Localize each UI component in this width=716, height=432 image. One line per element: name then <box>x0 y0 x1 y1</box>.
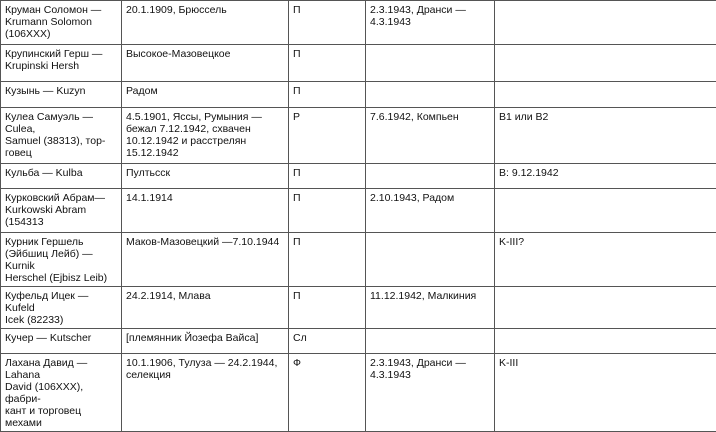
deport-cell: 2.3.1943, Дранси — 4.3.1943 <box>366 1 495 45</box>
table-row <box>1 329 716 354</box>
note-cell <box>495 329 716 354</box>
note-cell <box>495 189 716 233</box>
note-cell: В: 9.12.1942 <box>495 164 716 189</box>
table-row <box>1 1 716 45</box>
type-cell: П <box>289 82 366 108</box>
deport-cell <box>366 82 495 108</box>
birth-cell: 14.1.1914 <box>122 189 289 233</box>
type-cell: П <box>289 45 366 82</box>
deport-cell <box>366 45 495 82</box>
type-cell: Сл <box>289 329 366 354</box>
table-row <box>1 233 716 287</box>
table-row <box>1 45 716 82</box>
deport-cell: 11.12.1942, Малкиния <box>366 287 495 329</box>
deport-cell: 2.3.1943, Дранси — 4.3.1943 <box>366 354 495 432</box>
name-cell: Кулеа Самуэль — Culea, Samuel (38313), тор- говец <box>1 108 122 164</box>
deport-cell <box>366 329 495 354</box>
birth-cell: Высокое-Мазовецкое <box>122 45 289 82</box>
birth-cell: Радом <box>122 82 289 108</box>
note-cell <box>495 1 716 45</box>
table-row <box>1 189 716 233</box>
type-cell: Р <box>289 108 366 164</box>
note-cell <box>495 45 716 82</box>
note-cell <box>495 287 716 329</box>
name-cell: Кульба — Kulba <box>1 164 122 189</box>
type-cell: П <box>289 233 366 287</box>
type-cell: П <box>289 164 366 189</box>
name-cell: Куфельд Ицек — Kufeld Icek (82233) <box>1 287 122 329</box>
name-cell: Кузынь — Kuzyn <box>1 82 122 108</box>
note-cell: K-III? <box>495 233 716 287</box>
name-cell: Кучер — Kutscher <box>1 329 122 354</box>
table-row <box>1 354 716 432</box>
table-row <box>1 108 716 164</box>
deport-cell <box>366 164 495 189</box>
table-row <box>1 287 716 329</box>
birth-cell: [племянник Йозефа Вайса] <box>122 329 289 354</box>
table-row <box>1 82 716 108</box>
table-row <box>1 164 716 189</box>
name-cell: Крупинский Герш — Krupinski Hersh <box>1 45 122 82</box>
type-cell: П <box>289 189 366 233</box>
name-cell: Курник Гершель (Эйбшиц Лейб) — Kurnik Herschel (Ejbisz Leib) <box>1 233 122 287</box>
birth-cell: Маков-Мазовецкий —7.10.1944 <box>122 233 289 287</box>
note-cell: В1 или В2 <box>495 108 716 164</box>
name-cell: Круман Соломон — Krumann Solomon (106XXX) <box>1 1 122 45</box>
type-cell: П <box>289 1 366 45</box>
birth-cell: Пултьсск <box>122 164 289 189</box>
birth-cell: 4.5.1901, Яссы, Румыния — бежал 7.12.1942, схвачен 10.12.1942 и расстрелян 15.12.1942 <box>122 108 289 164</box>
deport-cell: 2.10.1943, Радом <box>366 189 495 233</box>
birth-cell: 24.2.1914, Млава <box>122 287 289 329</box>
note-cell: K-III <box>495 354 716 432</box>
note-cell <box>495 82 716 108</box>
birth-cell: 20.1.1909, Брюссель <box>122 1 289 45</box>
deport-cell: 7.6.1942, Компьен <box>366 108 495 164</box>
name-cell: Лахана Давид — Lahana David (106XXX), фабри- кант и торговец мехами <box>1 354 122 432</box>
birth-cell: 10.1.1906, Тулуза — 24.2.1944, селекция <box>122 354 289 432</box>
type-cell: Ф <box>289 354 366 432</box>
type-cell: П <box>289 287 366 329</box>
name-cell: Курковский Абрам— Kurkowski Abram (154313 <box>1 189 122 233</box>
deport-cell <box>366 233 495 287</box>
